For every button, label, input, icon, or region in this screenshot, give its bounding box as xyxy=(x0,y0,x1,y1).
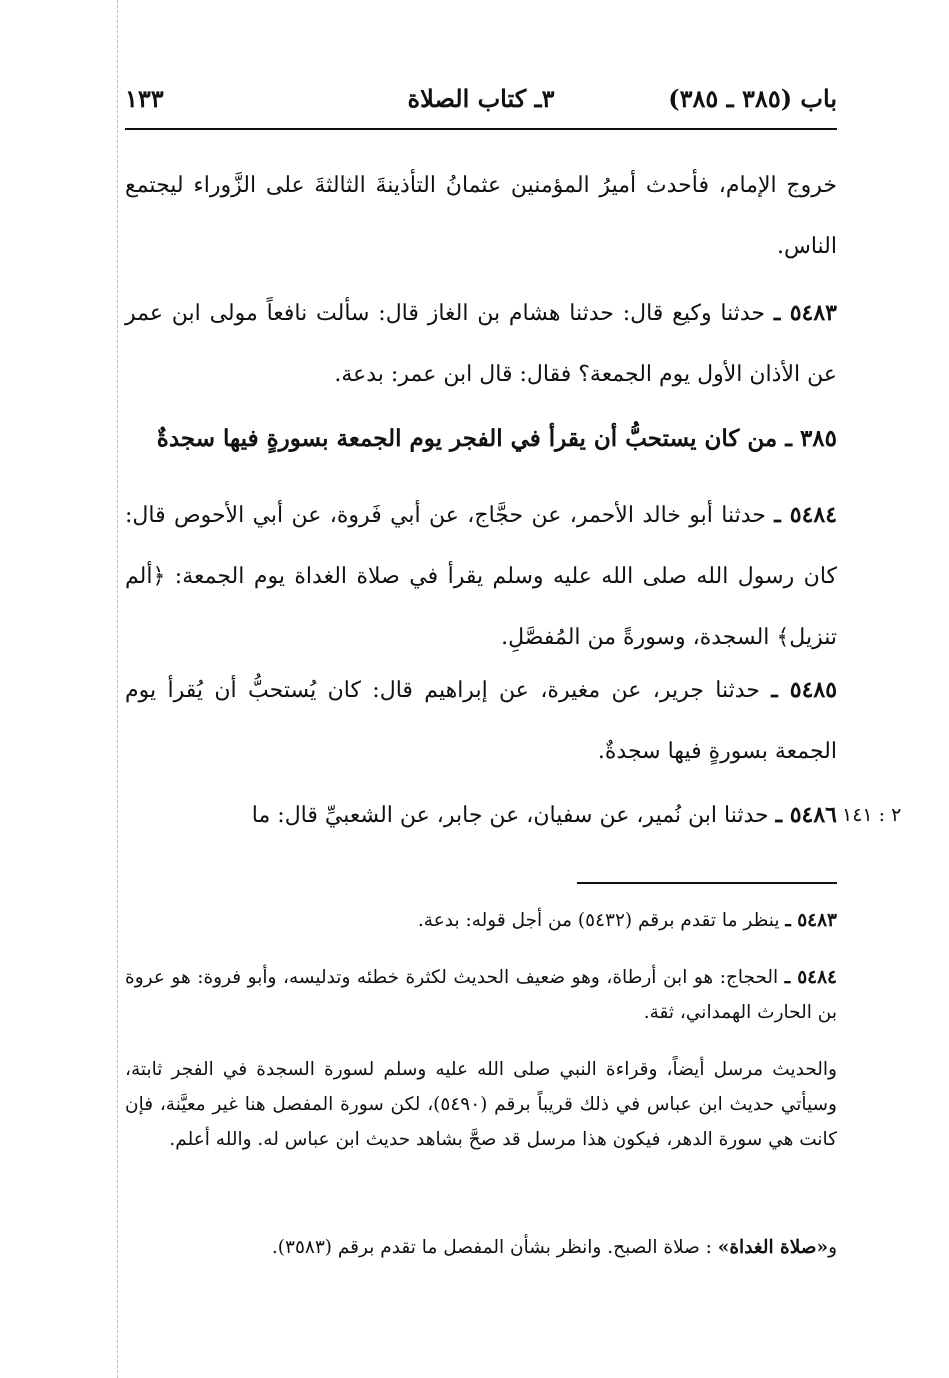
footnote-text: والحديث مرسل أيضاً، وقراءة النبي صلى الله عليه وسلم لسورة السجدة في الفجر ثابتة، وسيأتي حديث ابن عباس في ذلك قريباً برقم (٥٤٩٠)، لكن سورة المفصل هنا غير معيَّنة، فإن كانت هي سورة الدهر، فيكون هذا مرسل قد صحَّ بشاهد حديث ابن عباس له. والله أعلم. xyxy=(125,1059,837,1150)
hadith-text: حدثنا جرير، عن مغيرة، عن إبراهيم قال: كان يُستحبُّ أن يُقرأ يوم الجمعة بسورةٍ فيها سجدةٌ. xyxy=(125,678,837,764)
book-page xyxy=(125,0,902,1378)
hadith-5484 xyxy=(125,485,837,668)
footnote-text: ينظر ما تقدم برقم (٥٤٣٢) من أجل قوله: بدعة. xyxy=(417,910,780,931)
footnote-number: ٥٤٨٣ ـ xyxy=(785,910,837,931)
continued-text: خروج الإمام، فأحدث أميرُ المؤمنين عثمانُ التأذينةَ الثالثةَ على الزَّوراء ليجتمع الناس. xyxy=(125,173,837,259)
scan-edge-line xyxy=(117,0,118,1378)
chapter-range: باب (٣٨٥ ـ ٣٨٥) xyxy=(668,84,837,113)
hadith-text: حدثنا ابن نُمير، عن سفيان، عن جابر، عن الشعبيِّ قال: ما xyxy=(251,803,769,828)
book-title: ٣ـ كتاب الصلاة xyxy=(407,84,555,113)
hadith-number: ٥٤٨٦ ـ xyxy=(775,802,837,828)
footnote-ghadat-note xyxy=(125,1230,837,1265)
hadith-5485 xyxy=(125,660,837,782)
footnote-mursal-note xyxy=(125,1052,837,1157)
hadith-5483 xyxy=(125,283,837,405)
footnote-divider xyxy=(577,882,837,884)
header-divider xyxy=(125,128,837,130)
footnote-5484 xyxy=(125,960,837,1030)
page-header xyxy=(125,84,837,124)
continued-paragraph xyxy=(125,155,837,277)
footnote-text: الحجاج: هو ابن أرطاة، وهو ضعيف الحديث لكثرة خطئه وتدليسه، وأبو فروة: هو عروة بن الحارث الهمداني، ثقة. xyxy=(125,967,837,1023)
hadith-number: ٥٤٨٥ ـ xyxy=(771,677,838,703)
footnote-text: : صلاة الصبح. وانظر بشأن المفصل ما تقدم برقم (٣٥٨٣). xyxy=(271,1237,712,1258)
page-number: ١٣٣ xyxy=(125,84,164,113)
chapter-heading: ٣٨٥ ـ من كان يستحبُّ أن يقرأ في الفجر يوم الجمعة بسورةٍ فيها سجدةٌ xyxy=(156,425,837,452)
footnote-prefix: و xyxy=(828,1237,837,1258)
hadith-number: ٥٤٨٣ ـ xyxy=(773,300,837,326)
footnote-term: «صلاة الغداة» xyxy=(717,1237,829,1258)
hadith-5486 xyxy=(125,785,837,846)
footnote-number: ٥٤٨٤ ـ xyxy=(784,967,837,988)
hadith-text: حدثنا أبو خالد الأحمر، عن حجَّاج، عن أبي فَروة، عن أبي الأحوص قال: كان رسول الله صلى الله عليه وسلم يقرأ في صلاة الغداة يوم الجمعة: ﴿ألم تنزيل﴾ السجدة، وسورةً من المُفصَّلِ. xyxy=(125,503,837,650)
hadith-text: حدثنا وكيع قال: حدثنا هشام بن الغاز قال: سألت نافعاً مولى ابن عمر عن الأذان الأول يوم الجمعة؟ فقال: قال ابن عمر: بدعة. xyxy=(125,301,837,387)
hadith-number: ٥٤٨٤ ـ xyxy=(774,502,838,528)
footnote-5483 xyxy=(125,903,837,938)
margin-reference: ٢ : ١٤١ xyxy=(842,804,902,826)
